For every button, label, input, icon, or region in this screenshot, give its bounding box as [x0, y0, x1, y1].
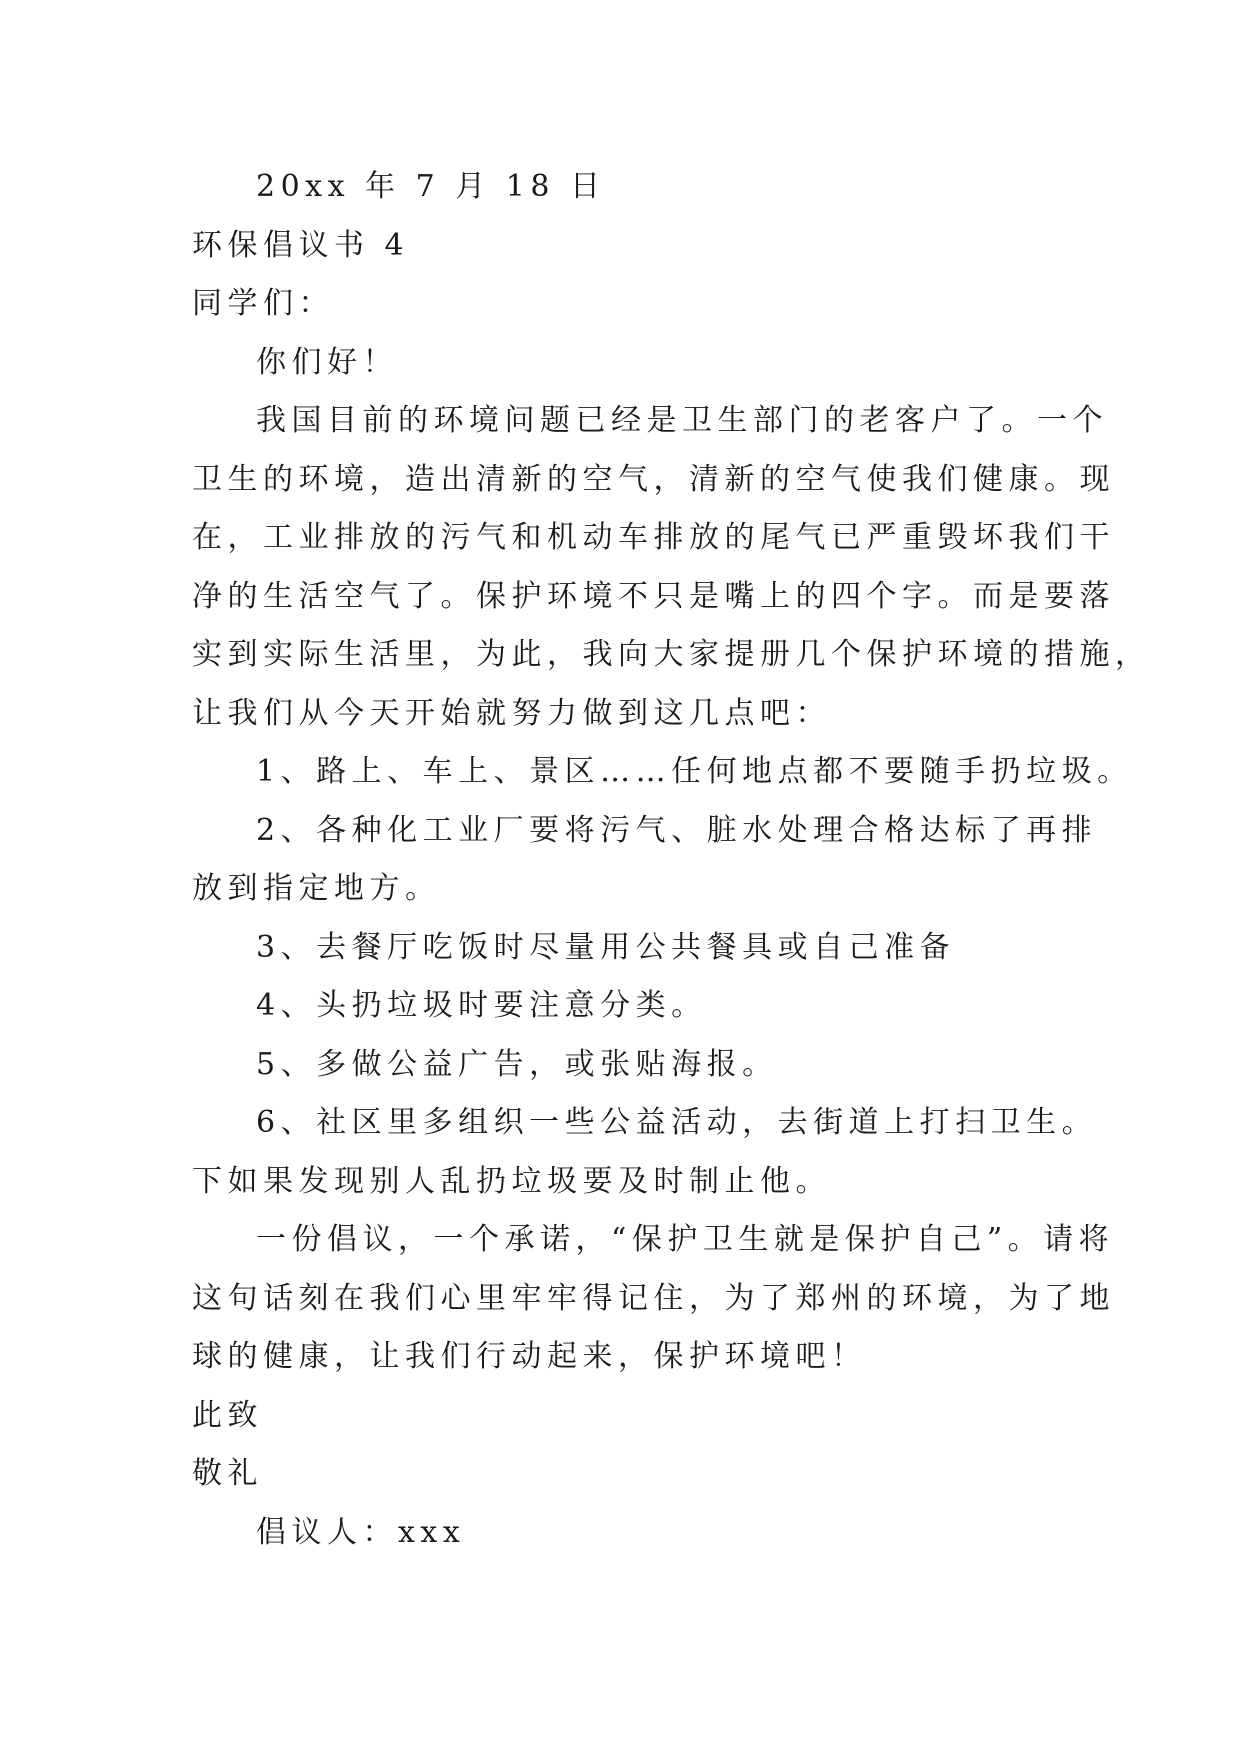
intro-line: 我国目前的环境问题已经是卫生部门的老客户了。一个 — [256, 403, 1108, 438]
list-item: 6、社区里多组织一些公益活动，去街道上打扫卫生。 — [256, 1105, 1098, 1140]
sign-off-cizhi: 此致 — [192, 1397, 263, 1433]
intro-line: 卫生的环境，造出清新的空气，清新的空气使我们健康。现 — [192, 461, 1115, 497]
intro-line: 在，工业排放的污气和机动车排放的尾气已严重毁坏我们干 — [192, 520, 1115, 555]
closing-line: 一份倡议，一个承诺，“保护卫生就是保护自己”。请将 — [256, 1222, 1115, 1257]
list-item: 5、多做公益广告，或张贴海报。 — [256, 1046, 778, 1082]
greeting: 你们好！ — [256, 344, 398, 380]
sign-off-jingli: 敬礼 — [192, 1456, 263, 1491]
intro-line: 让我们从今天开始就努力做到这几点吧： — [192, 695, 831, 731]
document-date: 20xx 年 7 月 18 日 — [256, 169, 606, 204]
document-page — [192, 158, 1151, 1562]
intro-line: 实到实际生活里，为此，我向大家提册几个保护环境的措施， — [192, 637, 1151, 672]
salutation: 同学们： — [192, 286, 334, 321]
list-item: 1、路上、车上、景区……任何地点都不要随手扔垃圾。 — [256, 754, 1133, 789]
document-title: 环保倡议书 4 — [192, 227, 410, 263]
list-item-continuation: 下如果发现别人乱扔垃圾要及时制止他。 — [192, 1163, 831, 1199]
signature: 倡议人：xxx — [256, 1514, 466, 1550]
intro-line: 净的生活空气了。保护环境不只是嘴上的四个字。而是要落 — [192, 578, 1115, 614]
closing-line: 这句话刻在我们心里牢牢得记住，为了郑州的环境，为了地 — [192, 1280, 1115, 1316]
closing-line: 球的健康，让我们行动起来，保护环境吧！ — [192, 1339, 867, 1374]
list-item: 3、去餐厅吃饭时尽量用公共餐具或自己准备 — [256, 929, 956, 965]
list-item: 4、头扔垃圾时要注意分类。 — [256, 988, 707, 1023]
list-item-continuation: 放到指定地方。 — [192, 871, 441, 906]
list-item: 2、各种化工业厂要将污气、脏水处理合格达标了再排 — [256, 812, 1098, 848]
